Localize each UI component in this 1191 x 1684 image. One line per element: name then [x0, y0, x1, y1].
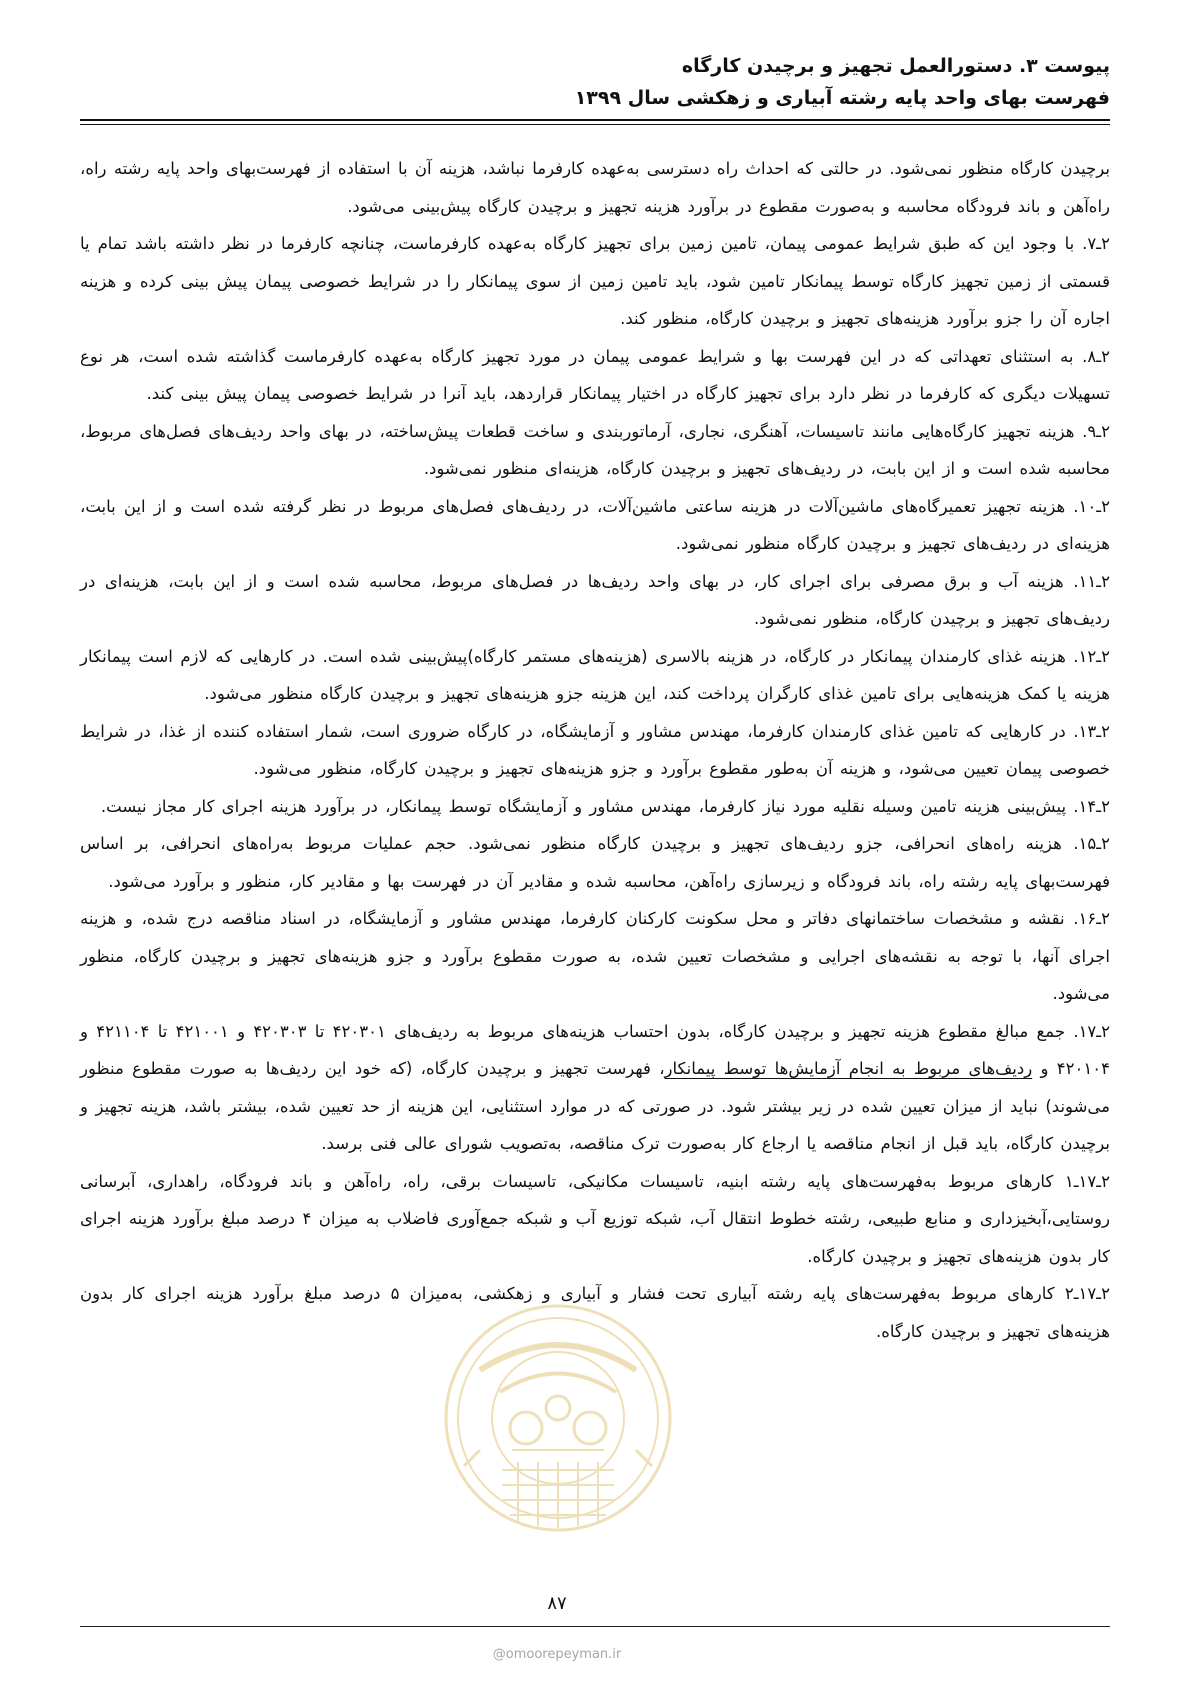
paragraph-2-15: ۲ـ۱۵. هزینه راه‌های انحرافی، جزو ردیف‌های تجهیز و برچیدن کارگاه منظور نمی‌شود. حجم عملیات مربوط به‌راه‌های انحرافی، بر اساس فهرست‌بهای پایه رشته راه، باند فرودگاه و زیرسازی راه‌آهن، محاسبه شده و مقادیر آن در فهرست بها و مقادیر کار، منظور و برآورد می‌شود. — [80, 834, 1110, 891]
footer-rule — [80, 1626, 1110, 1627]
paragraph-2-12: ۲ـ۱۲. هزینه غذای کارمندان پیمانکار در کارگاه، در هزینه بالاسری (هزینه‌های مستمر کارگاه)پیش‌بینی شده است. در کارهایی که لازم است پیمانکار هزینه یا کمک هزینه‌هایی برای تامین غذای کارگران پرداخت کند، این هزینه جزو هزینه‌های تجهیز و برچیدن کارگاه منظور می‌شود. — [80, 646, 1110, 703]
paragraph-2-7: ۲ـ۷. با وجود این که طبق شرایط عمومی پیمان، تامین زمین برای تجهیز کارگاه به‌عهده کارفرماست، چنانچه کارفرما در نظر داشته باشد تمام یا قسمتی از زمین تجهیز کارگاه توسط پیمانکار تامین شود، باید تامین زمین از سوی پیمانکار را در شرایط خصوصی پیمان پیش بینی کرده و هزینه اجاره آن را جزو برآورد هزینه‌های تجهیز و برچیدن کارگاه، منظور کند. — [80, 234, 1110, 328]
header-double-rule — [80, 119, 1110, 125]
appendix-title: پیوست ۳. دستورالعمل تجهیز و برچیدن کارگاه — [681, 55, 1110, 77]
paragraph-2-17-2: ۲ـ۱۷ـ۲ کارهای مربوط به‌فهرست‌های پایه رشته آبیاری تحت فشار و آبیاری و زهکشی، به‌میزان ۵ درصد مبلغ برآورد هزینه اجرای کار بدون هزینه‌های تجهیز و برچیدن کارگاه. — [80, 1284, 1110, 1341]
paragraph-2-17-end: ، فهرست تجهیز و برچیدن کارگاه، (که خود این ردیف‌ها به صورت مقطوع منظور می‌شوند) نباید از میزان تعیین شده در زیر بیشتر شود. در صورتی که در موارد استثنایی، این هزینه از حد تعیین شده، بیشتر باشد، هزینه تجهیز و برچیدن کارگاه، باید قبل از انجام مناقصه یا ارجاع کار به‌صورت ترک مناقصه، به‌تصویب شورای عالی فنی برسد. — [80, 1059, 1110, 1153]
paragraph-2-17-underlined: ردیف‌های مربوط به انجام آزمایش‌ها توسط پیمانکار — [664, 1059, 1033, 1078]
paragraph-2-13: ۲ـ۱۳. در کارهایی که تامین غذای کارمندان کارفرما، مهندس مشاور و آزمایشگاه، در کارگاه ضروری است، شمار استفاده کننده از غذا، در شرایط خصوصی پیمان تعیین می‌شود، و هزینه آن به‌طور مقطوع برآورد و جزو هزینه‌های تجهیز و برچیدن کارگاه، منظور می‌شود. — [80, 721, 1110, 778]
paragraph-2-17 — [80, 1013, 1110, 1163]
page-number: ۸۷ — [547, 1593, 567, 1614]
page-header — [80, 50, 1110, 114]
price-list-title: فهرست بهای واحد پایه رشته آبیاری و زهکشی سال ۱۳۹۹ — [574, 87, 1110, 109]
paragraph-2-14: ۲ـ۱۴. پیش‌بینی هزینه تامین وسیله نقلیه مورد نیاز کارفرما، مهندس مشاور و آزمایشگاه توسط پیمانکار، در برآورد هزینه اجرای کار مجاز نیست. — [100, 796, 1110, 816]
paragraph-2-10: ۲ـ۱۰. هزینه تجهیز تعمیرگاه‌های ماشین‌آلات در هزینه ساعتی ماشین‌آلات، در ردیف‌های فصل‌های مربوط در نظر گرفته شده است و از این بابت، هزینه‌ای در ردیف‌های تجهیز و برچیدن کارگاه منظور نمی‌شود. — [80, 496, 1110, 553]
paragraph-2-8: ۲ـ۸. به استثنای تعهداتی که در این فهرست بها و شرایط عمومی پیمان در مورد تجهیز کارگاه به‌عهده کارفرماست گذاشته شده است، هر نوع تسهیلات دیگری که کارفرما در نظر دارد برای تجهیز کارگاه در اختیار پیمانکار قراردهد، باید آنرا در شرایط خصوصی پیمان پیش بینی کند. — [80, 346, 1110, 403]
paragraph-2-9: ۲ـ۹. هزینه تجهیز کارگاه‌هایی مانند تاسیسات، آهنگری، نجاری، آرماتوربندی و ساخت قطعات پیش‌ساخته، در بهای واحد ردیف‌های فصل‌های مربوط، محاسبه شده است و از این بابت، در ردیف‌های تجهیز و برچیدن کارگاه، هزینه‌ای منظور نمی‌شود. — [80, 421, 1110, 478]
document-body — [80, 150, 1110, 1350]
paragraph-2-11: ۲ـ۱۱. هزینه آب و برق مصرفی برای اجرای کار، در بهای واحد ردیف‌ها در فصل‌های مربوط، محاسبه شده است و از این بابت، هزینه‌ای در ردیف‌های تجهیز و برچیدن کارگاه، منظور نمی‌شود. — [80, 571, 1110, 628]
footer-website: @omoorepeyman.ir — [492, 1647, 622, 1662]
paragraph-2-16: ۲ـ۱۶. نقشه و مشخصات ساختمانهای دفاتر و محل سکونت کارکنان کارفرما، مهندس مشاور و آزمایشگاه، در اسناد مناقصه درج شده، و هزینه اجرای آنها، با توجه به نقشه‌های اجرایی و مشخصات تعیین شده، به صورت مقطوع برآورد و جزو هزینه‌های تجهیز و برچیدن کارگاه، منظور می‌شود. — [80, 909, 1110, 1003]
paragraph-2-17-1: ۲ـ۱۷ـ۱ کارهای مربوط به‌فهرست‌های پایه رشته ابنیه، تاسیسات مکانیکی، تاسیسات برقی، راه، راه‌آهن و باند فرودگاه، راهداری، آبرسانی روستایی،آبخیزداری و منابع طبیعی، رشته خطوط انتقال آب، شبکه توزیع آب و شبکه جمع‌آوری فاضلاب به میزان ۴ درصد مبلغ برآورد هزینه اجرای کار بدون هزینه‌های تجهیز و برچیدن کارگاه. — [80, 1171, 1110, 1266]
paragraph-continuation: برچیدن کارگاه منظور نمی‌شود. در حالتی که احداث راه دسترسی به‌عهده کارفرما نباشد، هزینه آن با استفاده از فهرست‌بهای واحد پایه رشته راه، راه‌آهن و باند فرودگاه محاسبه و به‌صورت مقطوع در برآورد هزینه تجهیز و برچیدن کارگاه پیش‌بینی می‌شود. — [80, 159, 1110, 216]
paragraph-2-17-start: ۲ـ۱۷. جمع مبالغ مقطوع هزینه تجهیز و برچیدن کارگاه، بدون احتساب هزینه‌های مربوط به ردیف‌های ۴۲۰۳۰۱ تا ۴۲۰۳۰۳ و ۴۲۱۰۰۱ تا ۴۲۱۱۰۴ و ۴۲۰۱۰۴ و — [80, 1021, 1111, 1078]
